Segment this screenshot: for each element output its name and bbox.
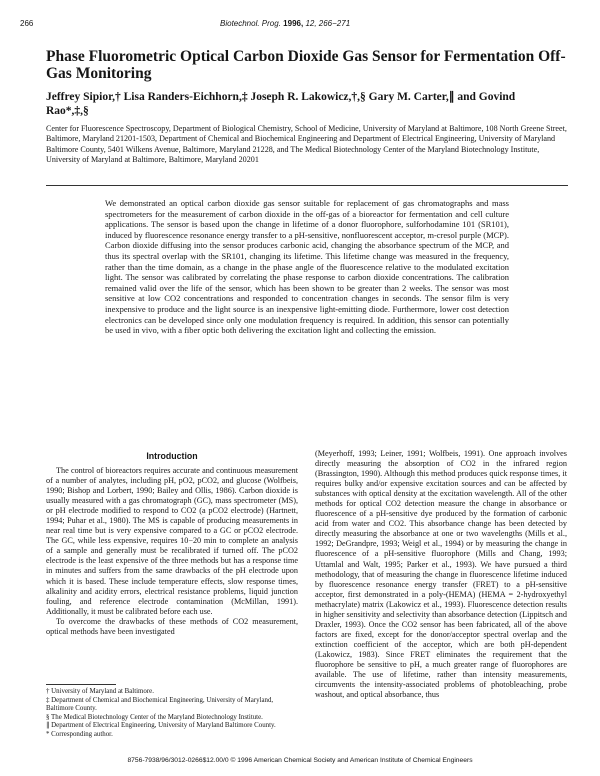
page-number: 266 [20,19,34,28]
footnote: ‡ Department of Chemical and Biochemical Engineering, University of Maryland, Baltimore County. [46,696,274,713]
footnote: * Corresponding author. [46,730,113,738]
intro-paragraph-continued: (Meyerhoff, 1993; Leiner, 1991; Wolfbeis, 1991). One approach involves directly measuring the absorption of CO2 in the infrared region (Brassington, 1990). Although this method produces quick response times, it requires bulky and/or expensive excitation sources and can be affected by substances with optical density at the excitation wavelength. All of the other methods for optical CO2 detection measure the change in absorbance or fluorescence of a pH-sensitive dye produced by the formation of carbonic acid from water and CO2. This absorbance change has been detected by directly measuring the absorbance at one or two wavelengths (Mills et al., 1992; DeGrandpre, 1993; Weigl et al., 1994) or by measuring the change in fluorescence of a pH-sensitive fluorophore (Mills and Chang, 1993; Uttamlal and Walt, 1995; Parker et al., 1993). We have pursued a third methodology, that of measuring the change in fluorescence lifetime induced by fluorescence resonance energy transfer (FRET) to a pH-sensitive acceptor, first demonstrated in a poly-(HEMA) (HEMA = 2-hydroxyethyl methacrylate) matrix (Lakowicz et al., 1993). Fluorescence detection results in higher sensitivity and selectivity than absorbance detection (Lippitsch and Draxler, 1993). Once the CO2 sensor has been fabricated, all of the above factors are fixed, except for the donor/acceptor spectral overlap and the extinction coefficient of the acceptor, which are both pH-dependent (Lakowicz, 1983). Since FRET eliminates the requirement that the fluorophore be sensitive to pH, a much greater range of fluorophores are available. The use of lifetime, rather than intensity measurements, circumvents the intensity-associated problems of photobleaching, probe washout, and optical absorbance, thus [315,449,567,700]
right-column [315,449,567,700]
journal-volume-pages: 12, 266−271 [305,19,351,28]
running-header [20,19,580,31]
author-affiliations: Center for Fluorescence Spectroscopy, Department of Biological Chemistry, School of Medicine, University of Maryland at Baltimore, 108 North Greene Street, Baltimore, Maryland 21201-1503, Department of Chemical and Biochemical Engineering and Department of Electrical Engineering, University of Maryland Baltimore County, 5401 Wilkens Avenue, Baltimore, Maryland 21228, and The Medical Biotechnology Center of the Maryland Biotechnology Institute, University of Maryland at Baltimore, Baltimore, Maryland 20201 [46,124,567,165]
journal-name: Biotechnol. Prog. [220,19,281,28]
journal-year: 1996, [283,19,304,28]
author-list: Jeffrey Sipior,† Lisa Randers-Eichhorn,‡ Joseph R. Lakowicz,†,§ Gary M. Carter,∥ and Govind Rao*,‡,§ [46,91,516,117]
footnote-divider [46,684,116,685]
footnotes [46,688,298,740]
left-column [46,466,298,637]
footnote: † University of Maryland at Baltimore. [46,688,154,695]
copyright-line: 8756-7938/96/3012-0266$12.00/0 © 1996 American Chemical Society and American Institute of Chemical Engineers [127,757,473,764]
article-title: Phase Fluorometric Optical Carbon Dioxide Gas Sensor for Fermentation Off-Gas Monitoring [46,48,566,82]
header-divider [46,185,568,186]
footnote: ∥ Department of Electrical Engineering, University of Maryland Baltimore County. [46,722,276,730]
intro-paragraph-2: To overcome the drawbacks of these methods of CO2 measurement, optical methods have been investigated [46,616,298,636]
abstract: We demonstrated an optical carbon dioxide gas sensor suitable for replacement of gas chromatographs and mass spectrometers for the measurement of carbon dioxide in the off-gas of a bioreactor for fermentation and cell culture applications. The sensor is based upon the change in lifetime of a donor fluorophore, sulforhodamine 101 (SR101), induced by fluorescence resonance energy transfer to a pH-sensitive, nonfluorescent acceptor, m-cresol purple (MCP). Carbon dioxide diffusing into the sensor produces carbonic acid, changing the absorbance spectrum of the MCP, and thus its spectral overlap with the SR101, changing its lifetime. This lifetime change was measured in the frequency, rather than the time domain, as a change in the phase angle of the fluorescence relative to the modulated excitation light. The sensor was calibrated by correlating the phase response to carbon dioxide concentrations. The calibration remained valid over the life of the sensor, which has been shown to be greater than 2 weeks. The sensor was most sensitive at low CO2 concentrations and responded to concentration changes in seconds. The sensor film is very inexpensive to produce and the light source is an inexpensive light-emitting diode. Furthermore, lower cost detection electronics can be developed since only one modulation frequency is required. In addition, this sensor can potentially be used in vivo, with a fiber optic both delivering the excitation light and collecting the emission. [105,198,509,336]
section-heading-introduction: Introduction [146,451,198,461]
footnote: § The Medical Biotechnology Center of the Maryland Biotechnology Institute. [46,713,263,721]
intro-paragraph-1: The control of bioreactors requires accurate and continuous measurement of a number of analytes, including pH, pO2, pCO2, and glucose (Wolfbeis, 1990; Bishop and Lorbert, 1990; Bailey and Ollis, 1986). Carbon dioxide is usually measured with a gas chromatograph (GC), mass spectrometer (MS), or pH electrode modified to respond to CO2 (a pCO2 electrode) (Hartnett, 1994; Puhar et al., 1980). The MS is capable of producing measurements in near real time but is very expensive compared to a GC or pCO2 electrode. The GC, while less expensive, requires 10−20 min to complete an analysis of a sample and generally must be recalibrated if turned off. The pCO2 electrode is the least expensive of the three methods but has a response time in minutes and suffers from the same drawbacks of the pH electrode upon which it is based. These include temperature effects, slow response times, alkalinity and acidity errors, electrical resistance problems, liquid junction fouling, and reference electrode contamination (McMillan, 1991). Additionally, it must be calibrated before each use. [46,466,298,616]
journal-citation [220,19,350,28]
